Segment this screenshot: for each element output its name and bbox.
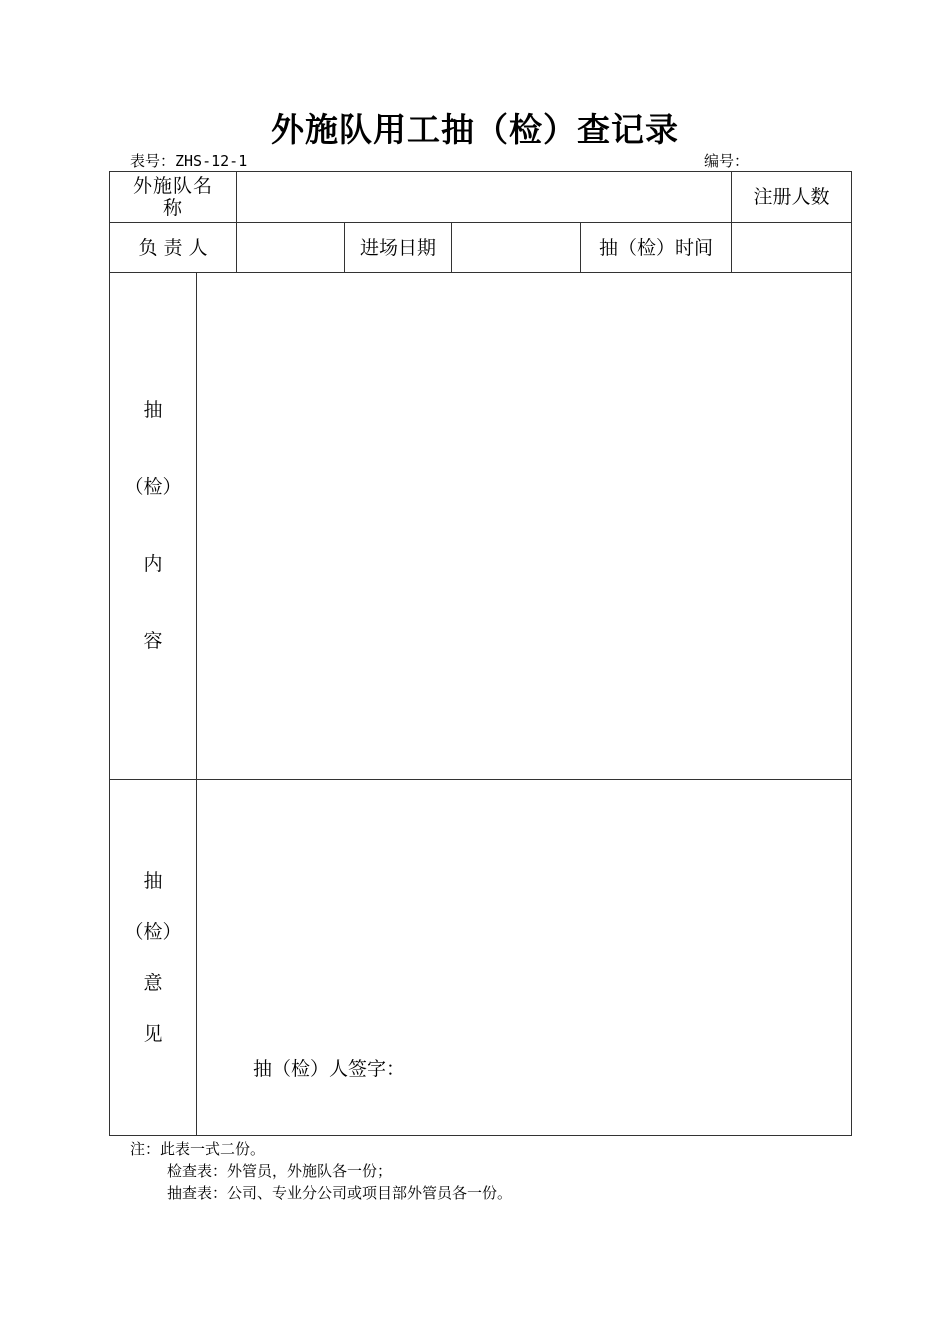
content-label (110, 273, 197, 780)
note-line: 注：此表一式二份。 (130, 1140, 266, 1158)
content-label-char: 抽 (143, 399, 163, 421)
check-time-label: 抽（检）时间 (581, 223, 732, 273)
opinion-label (110, 780, 197, 1136)
note-line: 抽查表：公司、专业分公司或项目部外管员各一份。 (167, 1184, 513, 1202)
content-label-char: 容 (143, 630, 163, 652)
opinion-label-char: （检） (124, 920, 182, 943)
content-row (110, 273, 852, 780)
check-time-field[interactable] (732, 223, 852, 273)
content-field[interactable] (197, 273, 852, 780)
form-number: 表号：ZHS-12-1 (130, 152, 248, 170)
opinion-field[interactable] (197, 780, 852, 1136)
page-title: 外施队用工抽（检）查记录 (271, 110, 679, 149)
serial-number-label: 编号： (704, 152, 750, 170)
opinion-label-char: 意 (143, 971, 163, 994)
registered-count-label: 注册人数 (732, 172, 852, 223)
note-line: 检查表：外管员，外施队各一份； (167, 1162, 393, 1180)
opinion-label-char: 抽 (143, 869, 163, 892)
leader-row (110, 223, 852, 273)
content-label-char: （检） (124, 476, 182, 498)
leader-label: 负 责 人 (110, 223, 237, 273)
entry-date-field[interactable] (452, 223, 581, 273)
team-row (110, 172, 852, 223)
opinion-row (110, 780, 852, 1136)
leader-field[interactable] (237, 223, 345, 273)
content-label-char: 内 (143, 553, 163, 575)
record-table (109, 171, 852, 1136)
team-name-field[interactable] (237, 172, 732, 223)
team-name-label: 外施队名称 (110, 172, 237, 223)
notes (130, 1138, 512, 1204)
opinion-label-char: 见 (143, 1022, 163, 1045)
signature-label: 抽（检）人签字： (253, 1058, 406, 1080)
entry-date-label: 进场日期 (345, 223, 452, 273)
